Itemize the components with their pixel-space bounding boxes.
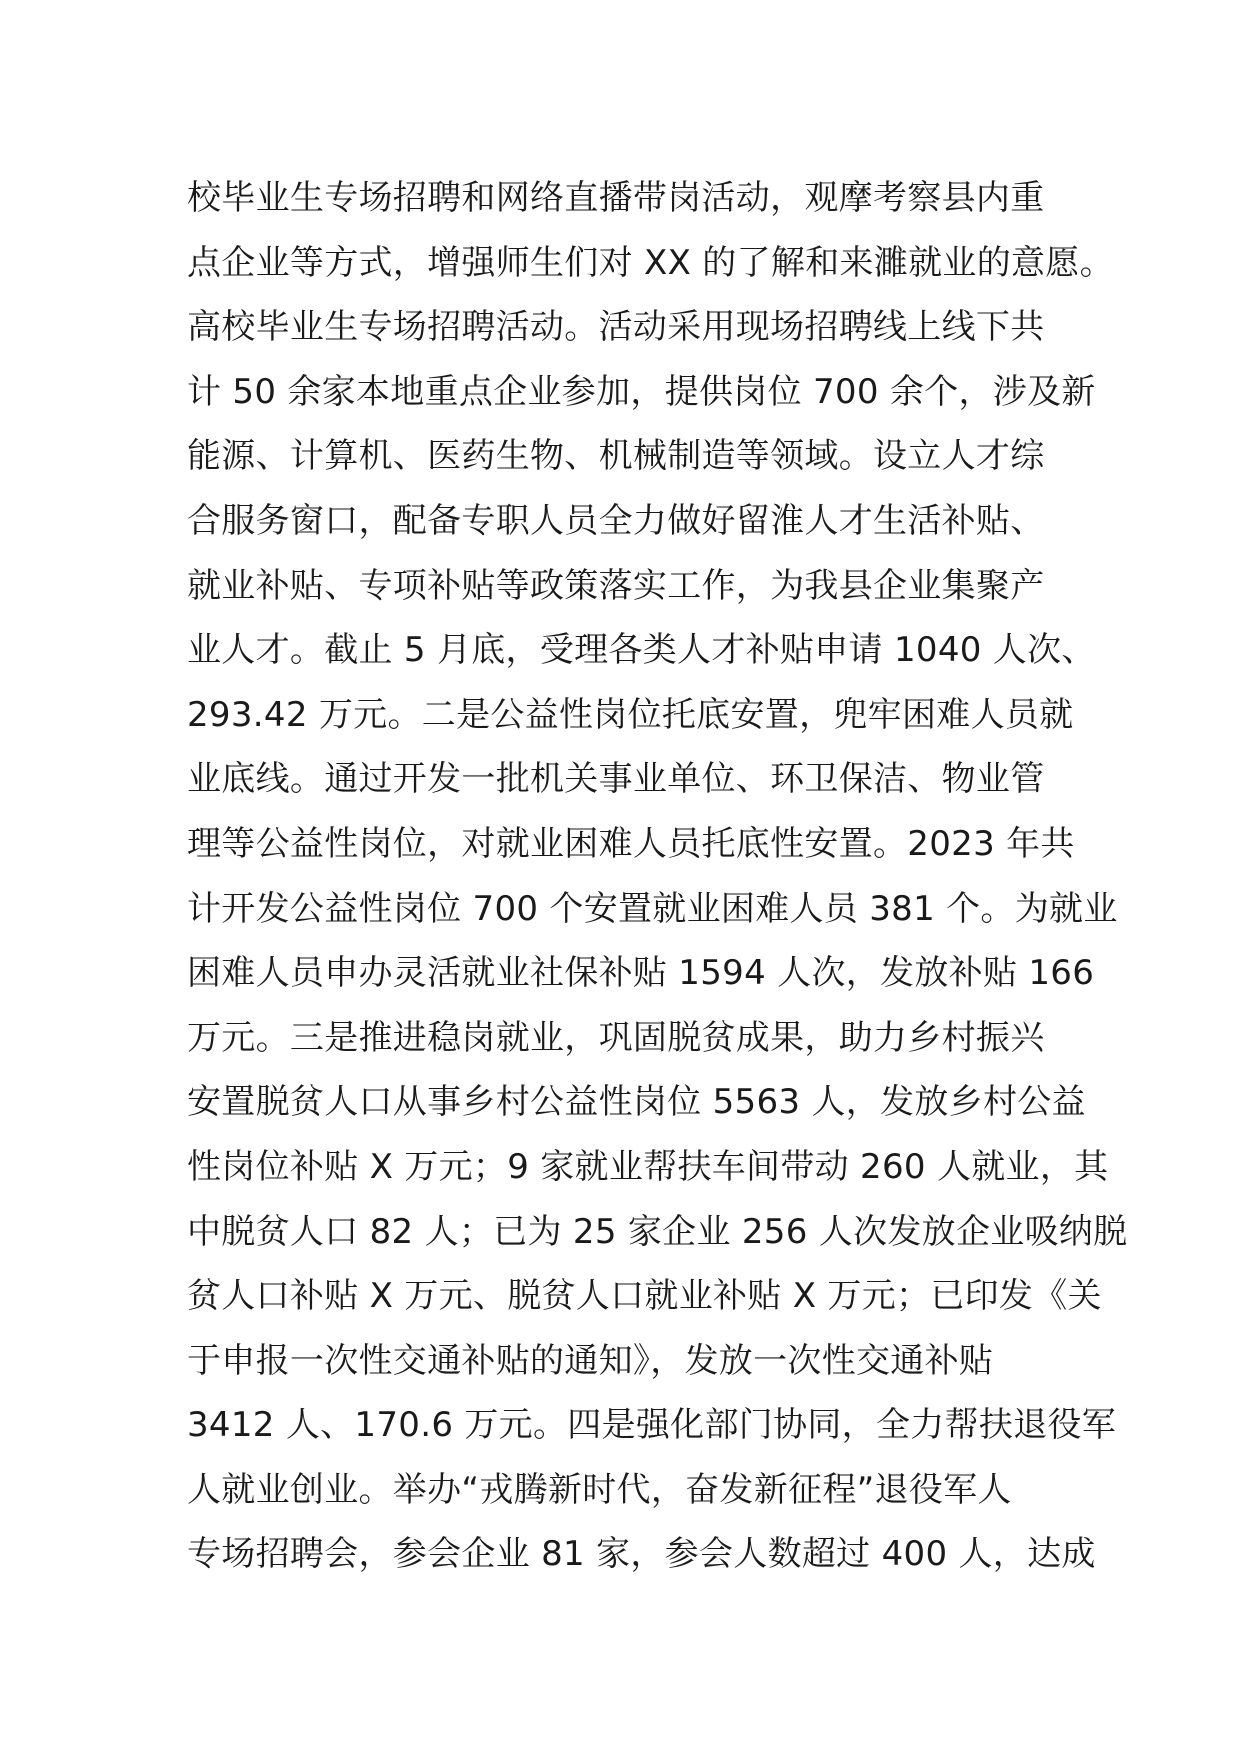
text-line: 理等公益性岗位，对就业困难人员托底性安置。2023 年共 <box>187 823 1075 864</box>
text-line: 贫人口补贴 X 万元、脱贫人口就业补贴 X 万元；已印发《关 <box>187 1276 1102 1317</box>
text-line: 293.42 万元。二是公益性岗位托底安置，兜牢困难人员就 <box>187 694 1074 735</box>
text-line: 困难人员申办灵活就业社保补贴 1594 人次，发放补贴 166 <box>187 953 1095 994</box>
text-line: 安置脱贫人口从事乡村公益性岗位 5563 人，发放乡村公益 <box>187 1082 1086 1123</box>
text-line: 专场招聘会，参会企业 81 家，参会人数超过 400 人，达成 <box>187 1534 1096 1575</box>
text-line: 3412 人、170.6 万元。四是强化部门协同，全力帮扶退役军 <box>187 1405 1117 1446</box>
text-line: 合服务窗口，配备专职人员全力做好留淮人才生活补贴、 <box>187 500 1045 541</box>
text-line: 于申报一次性交通补贴的通知》，发放一次性交通补贴 <box>187 1340 994 1381</box>
text-line: 性岗位补贴 X 万元；9 家就业帮扶车间带动 260 人就业，其 <box>187 1146 1109 1187</box>
text-line: 中脱贫人口 82 人；已为 25 家企业 256 人次发放企业吸纳脱 <box>187 1211 1128 1252</box>
text-line: 能源、计算机、医药生物、机械制造等领域。设立人才综 <box>187 436 1045 477</box>
body-paragraph <box>187 166 1128 1587</box>
text-line: 业底线。通过开发一批机关事业单位、环卫保洁、物业管 <box>187 759 1045 800</box>
text-line: 点企业等方式，增强师生们对 XX 的了解和来濉就业的意愿。 <box>187 242 1114 283</box>
text-line: 计开发公益性岗位 700 个安置就业困难人员 381 个。为就业 <box>187 888 1118 929</box>
text-line: 计 50 余家本地重点企业参加，提供岗位 700 余个，涉及新 <box>187 371 1096 412</box>
text-line: 校毕业生专场招聘和网络直播带岗活动，观摩考察县内重 <box>187 178 1045 218</box>
text-line: 人就业创业。举办“戎腾新时代，奋发新征程”退役军人 <box>187 1469 1012 1510</box>
text-line: 就业补贴、专项补贴等政策落实工作，为我县企业集聚产 <box>187 565 1045 606</box>
text-line: 高校毕业生专场招聘活动。活动采用现场招聘线上线下共 <box>187 307 1045 348</box>
text-line: 万元。三是推进稳岗就业，巩固脱贫成果，助力乡村振兴 <box>187 1017 1045 1058</box>
text-line: 业人才。截止 5 月底，受理各类人才补贴申请 1040 人次、 <box>187 630 1096 671</box>
